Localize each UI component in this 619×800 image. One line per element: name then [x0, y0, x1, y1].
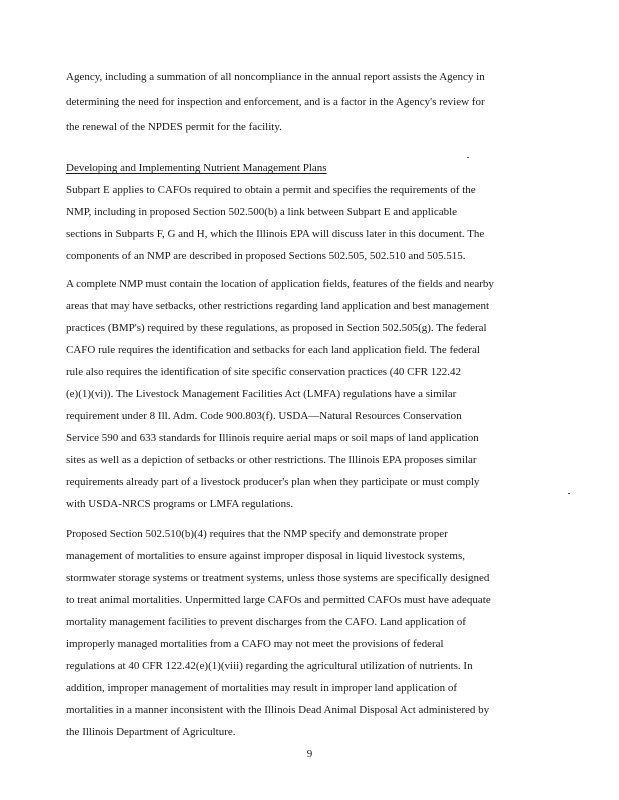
text-line: CAFO rule requires the identification and setbacks for each land application field. The federal [66, 344, 480, 356]
text-line: sites as well as a depiction of setbacks or other restrictions. The Illinois EPA proposes similar [66, 454, 477, 466]
text-line: requirement under 8 Ill. Adm. Code 900.803(f). USDA—Natural Resources Conservation [66, 410, 462, 422]
text-line: the renewal of the NPDES permit for the facility. [66, 121, 282, 133]
text-line: sections in Subparts F, G and H, which the Illinois EPA will discuss later in this document. The [66, 228, 485, 240]
section-heading: Developing and Implementing Nutrient Management Plans [66, 162, 327, 174]
scan-speck [568, 493, 570, 494]
text-line: components of an NMP are described in proposed Sections 502.505, 502.510 and 505.515. [66, 250, 466, 262]
text-line: A complete NMP must contain the location of application fields, features of the fields and nearby [66, 278, 494, 290]
text-line: regulations at 40 CFR 122.42(e)(1)(viii) regarding the agricultural utilization of nutrients. In [66, 660, 473, 672]
text-line: mortalities in a manner inconsistent with the Illinois Dead Animal Disposal Act administered by [66, 704, 490, 716]
text-line: management of mortalities to ensure against improper disposal in liquid livestock systems, [66, 550, 465, 562]
text-line: addition, improper management of mortalities may result in improper land application of [66, 682, 458, 694]
page-number: 9 [306, 748, 313, 760]
text-line: Subpart E applies to CAFOs required to obtain a permit and specifies the requirements of the [66, 184, 476, 196]
scan-speck [467, 157, 469, 158]
text-line: Proposed Section 502.510(b)(4) requires that the NMP specify and demonstrate proper [66, 528, 448, 540]
text-line: requirements already part of a livestock producer's plan when they participate or must comply [66, 476, 480, 488]
text-line: rule also requires the identification of site specific conservation practices (40 CFR 122.42 [66, 366, 461, 378]
text-line: Agency, including a summation of all noncompliance in the annual report assists the Agency in [66, 71, 485, 83]
text-line: mortality management facilities to prevent discharges from the CAFO. Land application of [66, 616, 466, 628]
text-line: Service 590 and 633 standards for Illinois require aerial maps or soil maps of land application [66, 432, 479, 444]
text-line: the Illinois Department of Agriculture. [66, 726, 236, 738]
text-line: determining the need for inspection and enforcement, and is a factor in the Agency's review for [66, 96, 485, 108]
text-line: with USDA-NRCS programs or LMFA regulations. [66, 498, 294, 510]
text-line: stormwater storage systems or treatment systems, unless those systems are specifically designed [66, 572, 490, 584]
text-line: NMP, including in proposed Section 502.500(b) a link between Subpart E and applicable [66, 206, 458, 218]
text-line: (e)(1)(vi)). The Livestock Management Facilities Act (LMFA) regulations have a similar [66, 388, 457, 400]
text-line: to treat animal mortalities. Unpermitted large CAFOs and permitted CAFOs must have adequate [66, 594, 491, 606]
text-line: areas that may have setbacks, other restrictions regarding land application and best management [66, 300, 490, 312]
text-line: practices (BMP's) required by these regulations, as proposed in Section 502.505(g). The federal [66, 322, 487, 334]
text-line: improperly managed mortalities from a CAFO may not meet the provisions of federal [66, 638, 444, 650]
